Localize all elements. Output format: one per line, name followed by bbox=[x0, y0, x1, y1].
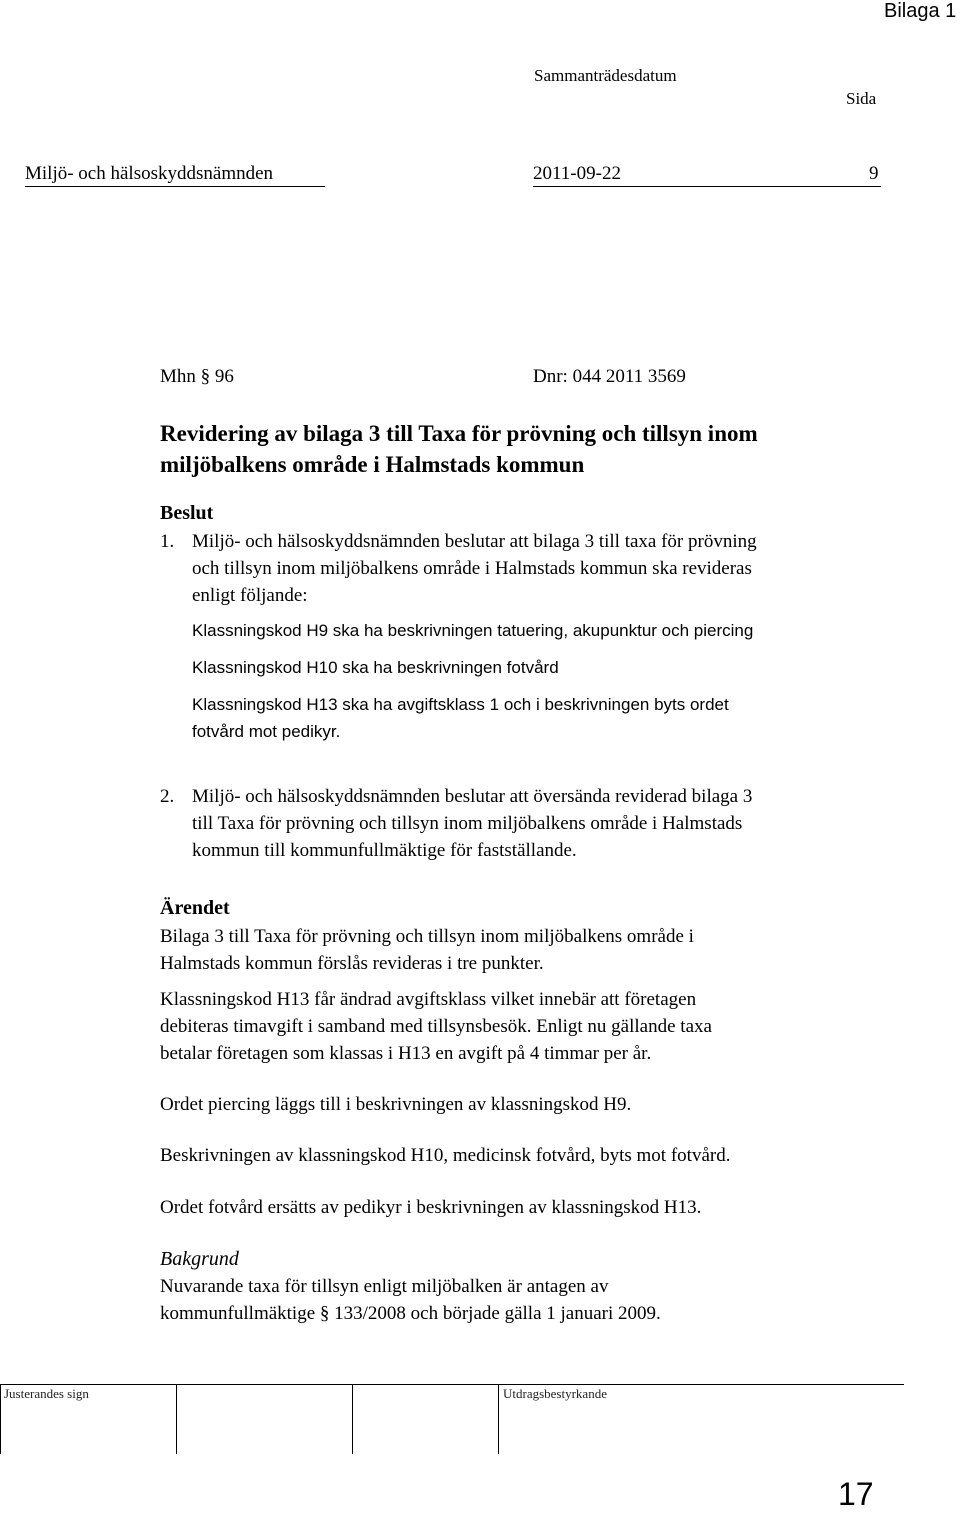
justerandes-sign-label: Justerandes sign bbox=[4, 1386, 89, 1401]
text-line: Miljö- och hälsoskyddsnämnden beslutar att översända reviderad bilaga 3 bbox=[192, 786, 753, 807]
text-line: kommunfullmäktige § 133/2008 och började gälla 1 januari 2009. bbox=[160, 1303, 661, 1324]
header-page-number: 9 bbox=[869, 163, 879, 184]
page-number: 17 bbox=[838, 1476, 874, 1512]
arendet-paragraph-3: Ordet piercing läggs till i beskrivningen av klassningskod H9. bbox=[160, 1094, 632, 1115]
arendet-paragraph-4: Beskrivningen av klassningskod H10, medicinsk fotvård, byts mot fotvård. bbox=[160, 1145, 731, 1166]
item-1-text bbox=[192, 528, 757, 609]
sub-item-h9: Klassningskod H9 ska ha beskrivningen tatuering, akupunktur och piercing bbox=[192, 621, 754, 640]
text-line: till Taxa för prövning och tillsyn inom miljöbalkens område i Halmstads bbox=[192, 813, 743, 834]
committee-name: Miljö- och hälsoskyddsnämnden bbox=[25, 163, 274, 184]
text-line: kommun till kommunfullmäktige för fastställande. bbox=[192, 840, 577, 861]
page-label: Sida bbox=[846, 89, 877, 108]
text-line: Bilaga 3 till Taxa för prövning och tillsyn inom miljöbalkens område i bbox=[160, 926, 694, 947]
bakgrund-paragraph bbox=[160, 1273, 661, 1327]
case-title bbox=[160, 418, 920, 480]
text-line: betalar företagen som klassas i H13 en avgift på 4 timmar per år. bbox=[160, 1043, 652, 1064]
utdragsbestyrkande-label: Utdragsbestyrkande bbox=[503, 1386, 607, 1401]
footer-rule bbox=[0, 1384, 904, 1385]
item-1-number: 1. bbox=[160, 531, 175, 552]
case-title-line: Revidering av bilaga 3 till Taxa för prövning och tillsyn inom bbox=[160, 421, 758, 446]
header-rule-right bbox=[533, 186, 881, 187]
arendet-paragraph-2 bbox=[160, 986, 712, 1067]
footer-divider bbox=[352, 1384, 353, 1454]
arendet-paragraph-1 bbox=[160, 923, 694, 977]
text-line: fotvård mot pedikyr. bbox=[192, 722, 341, 741]
text-line: Halmstads kommun förslås revideras i tre punkter. bbox=[160, 953, 544, 974]
item-2-number: 2. bbox=[160, 786, 175, 807]
sub-item-h10: Klassningskod H10 ska ha beskrivningen fotvård bbox=[192, 658, 559, 677]
text-line: Nuvarande taxa för tillsyn enligt miljöbalken är antagen av bbox=[160, 1276, 609, 1297]
arendet-paragraph-5: Ordet fotvård ersätts av pedikyr i beskrivningen av klassningskod H13. bbox=[160, 1197, 702, 1218]
footer-divider bbox=[498, 1384, 499, 1454]
beslut-heading: Beslut bbox=[160, 502, 214, 524]
paragraph-number: Mhn § 96 bbox=[160, 366, 234, 387]
arendet-heading: Ärendet bbox=[160, 897, 230, 919]
sub-item-h13 bbox=[192, 691, 729, 745]
text-line: Klassningskod H13 ska ha avgiftsklass 1 och i beskrivningen byts ordet bbox=[192, 695, 729, 714]
item-2-text bbox=[192, 783, 752, 864]
bakgrund-heading: Bakgrund bbox=[160, 1248, 239, 1270]
meeting-date-label: Sammanträdesdatum bbox=[534, 66, 677, 85]
text-line: Klassningskod H13 får ändrad avgiftsklass vilket innebär att företagen bbox=[160, 989, 697, 1010]
header-rule-left bbox=[25, 186, 325, 187]
text-line: och tillsyn inom miljöbalkens område i Halmstads kommun ska revideras bbox=[192, 558, 752, 579]
meeting-date: 2011-09-22 bbox=[533, 163, 621, 184]
diary-number: Dnr: 044 2011 3569 bbox=[533, 366, 686, 387]
case-title-line: miljöbalkens område i Halmstads kommun bbox=[160, 452, 585, 477]
text-line: enligt följande: bbox=[192, 585, 308, 606]
attachment-tag: Bilaga 1 bbox=[884, 0, 957, 22]
text-line: Miljö- och hälsoskyddsnämnden beslutar att bilaga 3 till taxa för prövning bbox=[192, 531, 757, 552]
footer-divider bbox=[0, 1384, 1, 1454]
text-line: debiteras timavgift i samband med tillsynsbesök. Enligt nu gällande taxa bbox=[160, 1016, 712, 1037]
footer-divider bbox=[176, 1384, 177, 1454]
